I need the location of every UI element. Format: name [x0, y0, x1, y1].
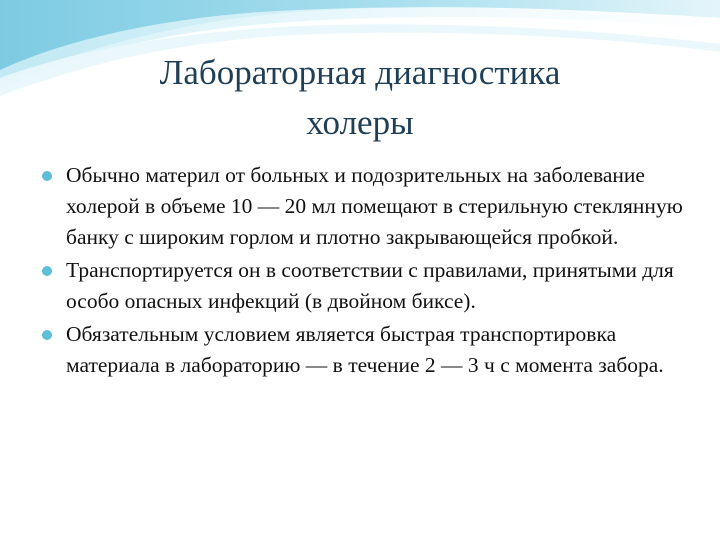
bullet-item: [40, 255, 690, 317]
bullet-item: [40, 319, 690, 381]
circle-bullet-icon: [42, 171, 52, 181]
circle-bullet-icon: [42, 266, 52, 276]
slide-title: [60, 48, 660, 148]
bullet-text: Обязательным условием является быстрая транспортировка материала в лабораторию — в течение 2 — 3 ч с момента забора.: [66, 322, 664, 377]
bullet-list: [40, 160, 690, 383]
bullet-text: Транспортируется он в соответствии с правилами, принятыми для особо опасных инфекций (в двойном биксе).: [66, 258, 674, 313]
slide-title-line-2: холеры: [306, 103, 414, 142]
bullet-item: [40, 160, 690, 253]
bullet-text: Обычно материл от больных и подозрительных на заболевание холерой в объеме 10 — 20 мл помещают в стерильную стеклянную банку с широким горлом и плотно закрывающейся пробкой.: [66, 163, 683, 249]
slide-title-line-1: Лабораторная диагностика: [159, 53, 561, 92]
circle-bullet-icon: [42, 330, 52, 340]
